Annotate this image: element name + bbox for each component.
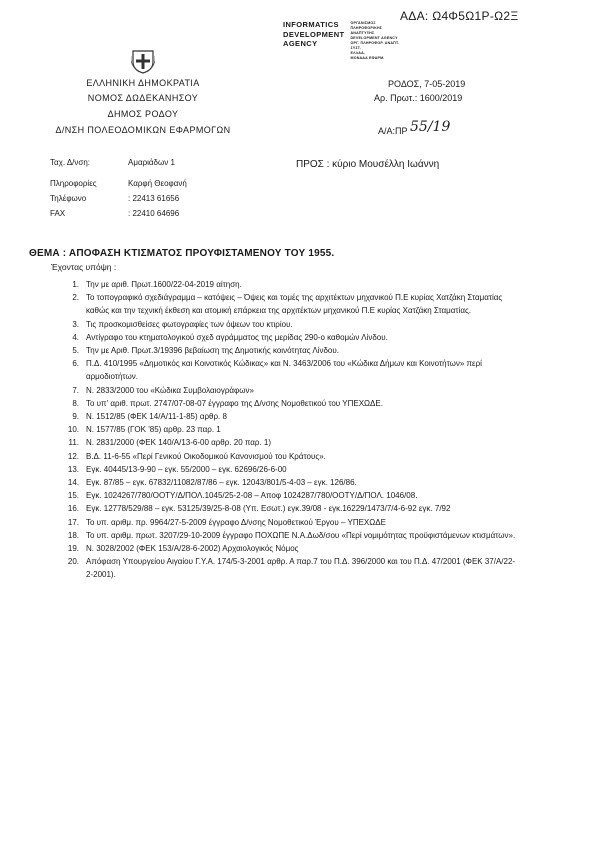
item-text: Το υπ. αριθμ. πρωτ. 3207/29-10-2009 έγγραφο ΠΟΧΩΠΕ Ν.Α.Δωδ/σου «Περί νομιμότητας προϋφιστάμενων κτισμάτων».: [86, 530, 516, 540]
list-item: [50, 331, 520, 344]
ida-small-line: ΕΛΛΑΔ.: [350, 51, 366, 55]
contact-info: [50, 179, 187, 188]
item-text: Το υπ' αριθ. πρωτ. 2747/07-08-07 έγγραφο της Δ/νσης Νομοθετικού του ΥΠΕΧΩΔΕ.: [86, 398, 383, 408]
item-text: Π.Δ. 410/1995 «Δημοτικός και Κοινοτικός Κώδικας» και Ν. 3463/2006 του «Κώδικα Δήμων και Κοινοτήτων» περί αρμοδιοτήτων.: [86, 359, 482, 382]
ida-line: DEVELOPMENT: [283, 29, 345, 39]
ida-small-line: ΑΝΑΠΤΥΞΗΣ: [350, 31, 375, 35]
ida-line: AGENCY: [283, 39, 318, 48]
item-text: Ν. 2831/2000 (ΦΕΚ 140/Α/13-6-00 αρθρ. 20 παρ. 1): [86, 438, 272, 448]
ida-small-line: ΣΥΣΤ.: [350, 46, 362, 50]
list-item: [50, 318, 520, 331]
item-number: 16.: [67, 504, 79, 514]
place-date: ΡΟΔΟΣ, 7-05-2019: [388, 79, 466, 89]
list-item: [50, 423, 520, 436]
org-prefecture: ΝΟΜΟΣ ΔΩΔΕΚΑΝΗΣΟΥ: [87, 93, 199, 103]
list-item: [50, 397, 520, 410]
item-text: Απόφαση Υπουργείου Αιγαίου Γ.Υ.Α. 174/5-3-2001 αρθρ. Α παρ.7 του Π.Δ. 396/2000 και του Π.Δ. 47/2001 (ΦΕΚ 37/Α/22-2-2001).: [86, 557, 516, 580]
preamble: Έχοντας υπόψη :: [51, 262, 117, 272]
item-number: 15.: [67, 491, 79, 501]
item-text: Το υπ. αριθμ. πρ. 9964/27-5-2009 έγγραφο Δ/νσης Νομοθετικού Έργου – ΥΠΕΧΩΔΕ: [86, 517, 386, 527]
list-item: [50, 529, 520, 542]
protocol-number: Αρ. Πρωτ.: 1600/2019: [374, 93, 463, 103]
list-item: [50, 344, 520, 357]
item-number: 12.: [67, 451, 79, 461]
considerations-list: [50, 278, 520, 582]
item-text: Την με αριθ. Πρωτ.1600/22-04-2019 αίτηση.: [86, 280, 242, 289]
ida-small-line: ΠΛΗΡΟΦΟΡΙΚΗΣ: [350, 26, 383, 30]
item-number: 19.: [67, 544, 79, 554]
recipient: ΠΡΟΣ : κύριο Μουσέλλη Ιωάννη: [296, 159, 440, 170]
contact-label: Ταχ. Δ/νση:: [50, 158, 91, 167]
ida-small-line: DEVELOPMENT AGENCY: [350, 36, 398, 40]
list-item: [50, 463, 520, 476]
list-item: [50, 410, 520, 423]
item-number: 10.: [67, 425, 79, 435]
item-text: Ν. 1577/85 (ΓΟΚ '85) αρθρ. 23 παρ. 1: [86, 425, 221, 435]
ida-logo-greek: [351, 21, 400, 61]
item-number: 20.: [67, 557, 79, 567]
list-item: [50, 384, 520, 397]
ada-code: ΑΔΑ: Ω4Φ5Ω1Ρ-Ω2Ξ: [400, 9, 519, 23]
item-number: 11.: [68, 438, 79, 448]
item-number: 13.: [67, 464, 79, 474]
contact-phone: [50, 194, 179, 203]
item-text: Β.Δ. 11-6-55 «Περί Γενικού Οικοδομικού Κανονισμού του Κράτους».: [86, 451, 326, 461]
item-text: Τις προσκομισθείσες φωτογραφίες των όψεων του κτιρίου.: [86, 319, 293, 329]
org-municipality: ΔΗΜΟΣ ΡΟΔΟΥ: [107, 109, 179, 119]
list-item: [50, 502, 520, 515]
item-text: Ν. 1512/85 (ΦΕΚ 14/Α/11-1-85) αρθρ. 8: [86, 412, 227, 422]
item-number: 5.: [72, 346, 79, 356]
item-text: Εγκ. 1024267/780/ΟΟΤΥ/Δ/ΠΟΛ.1045/25-2-08 – Αποφ 1024287/780/ΟΟΤΥ/Δ/ΠΟΛ. 1046/08.: [86, 491, 418, 501]
list-item: [50, 278, 520, 291]
item-number: 14.: [67, 478, 79, 488]
contact-fax: [50, 209, 179, 218]
list-item: [50, 357, 520, 383]
ida-logo-english: [283, 20, 345, 61]
org-country: ΕΛΛΗΝΙΚΗ ΔΗΜΟΚΡΑΤΙΑ: [86, 78, 200, 88]
contact-label: FAX: [50, 209, 66, 218]
contact-label: Πληροφορίες: [50, 179, 97, 188]
list-item: [50, 555, 520, 581]
contact-value: Αμαριάδων 1: [128, 158, 175, 167]
item-text: Ν. 2833/2000 του «Κώδικα Συμβολαιογράφων»: [86, 385, 254, 395]
ida-small-line: ΜΟΝΑΔΑ ΕΦΑΡΜ.: [350, 56, 385, 60]
list-item: [50, 450, 520, 463]
contact-label: Τηλέφωνο: [50, 194, 87, 203]
greek-emblem-icon: [131, 48, 155, 74]
ida-small-line: ΟΡΓ. ΠΛΗΡΟΦΟΡ. ΑΝΑΠΤ.: [350, 41, 400, 45]
contact-value: : 22413 61656: [128, 194, 180, 203]
item-number: 9.: [72, 412, 79, 422]
list-item: [50, 476, 520, 489]
org-directorate: Δ/ΝΣΗ ΠΟΛΕΟΔΟΜΙΚΩΝ ΕΦΑΡΜΟΓΩΝ: [55, 125, 231, 135]
item-number: 18.: [67, 530, 79, 540]
item-number: 7.: [72, 385, 79, 395]
list-item: [50, 489, 520, 502]
item-text: Εγκ. 40445/13-9-90 – εγκ. 55/2000 – εγκ. 62696/26-6-00: [86, 464, 287, 474]
list-item: [50, 436, 520, 449]
ida-line: INFORMATICS: [283, 20, 339, 29]
list-item: [50, 516, 520, 529]
list-item: [50, 291, 520, 317]
contact-value: : 22410 64696: [128, 209, 180, 218]
aa-label: Α/Α:ΠΡ: [378, 126, 408, 136]
item-number: 4.: [72, 332, 79, 342]
contact-address: [50, 158, 175, 167]
item-text: Εγκ. 12778/529/88 – εγκ. 53125/39/25-8-08 (Υπ. Εσωτ.) εγκ.39/08 - εγκ.16229/1473/7/4-6-92 εγκ. 7/92: [86, 504, 451, 514]
subject-heading: ΘΕΜΑ : ΑΠΟΦΑΣΗ ΚΤΙΣΜΑΤΟΣ ΠΡΟΥΦΙΣΤΑΜΕΝΟΥ ΤΟΥ 1955.: [29, 248, 335, 259]
item-text: Εγκ. 87/85 – εγκ. 67832/11082/87/86 – εγκ. 12043/801/5-4-03 – εγκ. 126/86.: [86, 478, 357, 488]
item-number: 2.: [72, 293, 79, 303]
item-number: 6.: [72, 359, 79, 369]
item-text: Ν. 3028/2002 (ΦΕΚ 153/Α/28-6-2002) Αρχαιολογικός Νόμος: [86, 544, 299, 554]
item-number: 3.: [72, 319, 79, 329]
item-text: Την με Αριθ. Πρωτ.3/19396 βεβαίωση της Δημοτικής κοινότητας Λίνδου.: [86, 346, 339, 356]
ida-small-line: ΟΡΓΑΝΙΣΜΟΣ: [350, 21, 376, 25]
item-text: Το τοπογραφικό σχεδιάγραμμα – κατόψεις – Όψεις και τομές της αρχιτέκτων μηχανικού Π.Ε κυρίας Χατζάκη Σταματίας καθώς και την τεχνική έκθεση και ατομική επάρκεια της αρχιτέκτων μηχανικού Π.Ε κυρίας Χατζάκη Σταματίας.: [86, 293, 503, 316]
list-item: [50, 542, 520, 555]
aa-handwritten-number: 55/19: [410, 119, 451, 135]
contact-value: Καρφή Θεοφανή: [128, 179, 187, 188]
item-number: 17.: [67, 517, 79, 527]
item-number: 1.: [72, 280, 79, 289]
item-number: 8.: [72, 398, 79, 408]
item-text: Αντίγραφο του κτηματολογικού σχεδ αγράμματος της μερίδας 290-ο καθομών Λίνδου.: [86, 332, 388, 342]
ida-logo: [283, 20, 399, 61]
